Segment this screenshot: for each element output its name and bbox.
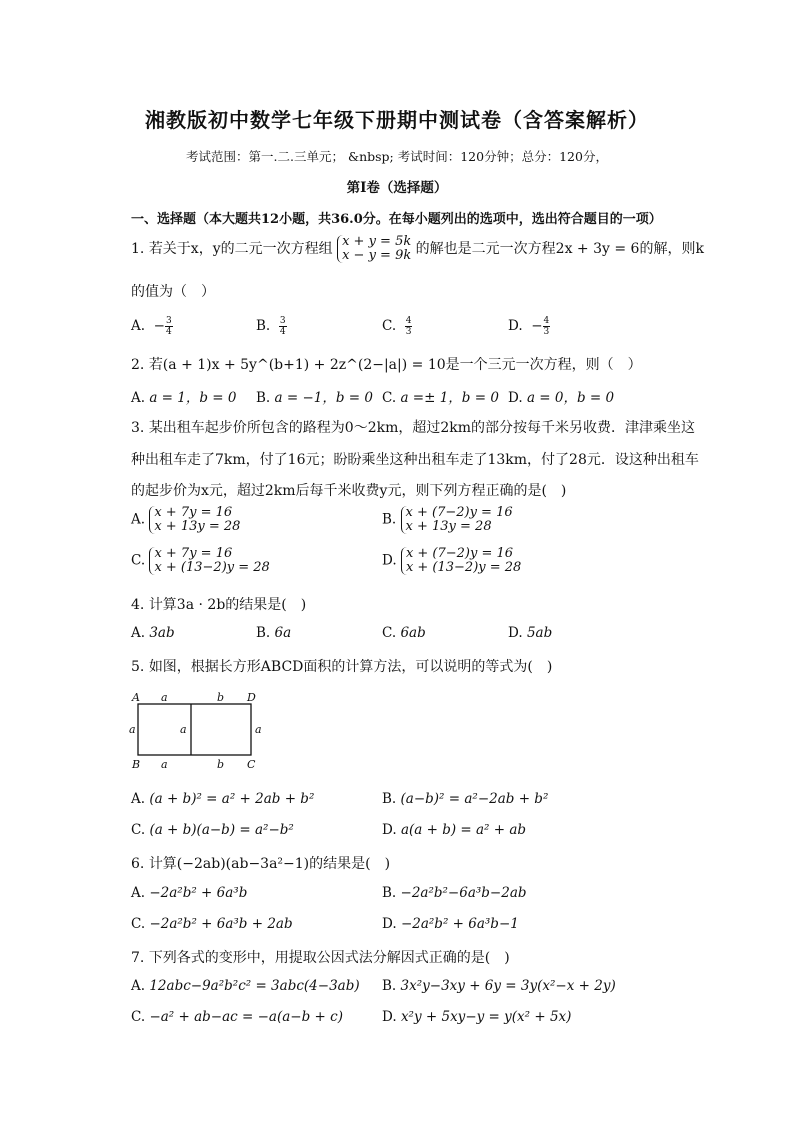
question-number: 1. (131, 241, 145, 257)
label-b-bottom: b (217, 758, 225, 771)
option-c: C. −a² + ab−ac = −a(a−b + c) (131, 1009, 343, 1025)
option-d: D. x + (7−2)y = 16 x + (13−2)y = 28 (382, 546, 522, 575)
label-a-middle: a (180, 723, 187, 736)
question-3: 3. 某出租车起步价所包含的路程为0～2km，超过2km的部分按每千米另收费．津津乘坐这 (131, 420, 696, 436)
option-b: B. (a−b)² = a²−2ab + b² (382, 791, 549, 807)
option-c: C. 6ab (382, 625, 426, 641)
label-a-bottom: a (161, 758, 168, 771)
option-d: D. −2a²b² + 6a³b−1 (382, 916, 519, 932)
option-b: B. 6a (256, 625, 292, 641)
equation-system: x + y = 5k x − y = 9k (337, 235, 411, 263)
question-1 (131, 235, 704, 263)
option-b: B. 3x²y−3xy + 6y = 3y(x²−x + 2y) (382, 978, 616, 994)
label-a-vertex: A (132, 691, 140, 704)
question-4: 4. 计算3a · 2b的结果是( ) (131, 597, 307, 613)
question-7: 7. 下列各式的变形中，用提取公因式法分解因式正确的是( ) (131, 950, 510, 966)
part-heading: 第Ⅰ卷（选择题） (346, 180, 448, 196)
question-text: 某出租车起步价所包含的路程为0～2km，超过2km的部分按每千米另收费．津津乘坐这 (148, 420, 696, 436)
question-5: 5. 如图，根据长方形ABCD面积的计算方法，可以说明的等式为( ) (131, 659, 553, 675)
rectangle-figure (125, 688, 270, 774)
question-text: 若关于x，y的二元一次方程组 (148, 241, 333, 257)
label-a-right: a (255, 723, 262, 736)
question-text: 计算(−2ab)(ab−3a²−1)的结果是( ) (148, 856, 391, 872)
question-text: 如图，根据长方形ABCD面积的计算方法，可以说明的等式为( ) (148, 659, 553, 675)
option-a: A. − $\frac{3}{4}$ (131, 316, 172, 337)
rectangle-abcd (138, 704, 251, 755)
question-text: 下列各式的变形中，用提取公因式法分解因式正确的是( ) (148, 950, 510, 966)
option-c: C. (a + b)(a−b) = a²−b² (131, 822, 294, 838)
option-a: A. (a + b)² = a² + 2ab + b² (131, 791, 315, 807)
question-2: 2. 若(a + 1)x + 5y^(b+1) + 2z^(2−|a|) = 10是一个三元一次方程，则（ ） (131, 357, 642, 373)
option-a: A. x + 7y = 16 x + 13y = 28 (131, 505, 241, 534)
page-title: 湘教版初中数学七年级下册期中测试卷（含答案解析） (145, 108, 649, 132)
question-3-line2: 种出租车走了7km，付了16元；盼盼乘坐这种出租车走了13km，付了28元．设这种出租车 (131, 452, 699, 468)
question-6: 6. 计算(−2ab)(ab−3a²−1)的结果是( ) (131, 856, 391, 872)
question-text: 若(a + 1)x + 5y^(b+1) + 2z^(2−|a|) = 10是一个三元一次方程，则（ ） (148, 357, 642, 373)
label-b-vertex: B (132, 758, 141, 771)
question-1-line2: 的值为（ ） (131, 284, 215, 300)
option-d: D. a(a + b) = a² + ab (382, 822, 527, 838)
option-a: A. −2a²b² + 6a³b (131, 885, 248, 901)
question-text: 计算3a · 2b的结果是( ) (148, 597, 307, 613)
section-heading: 一、选择题（本大题共12小题，共36.0分。在每小题列出的选项中，选出符合题目的一项） (131, 212, 662, 227)
option-c: C. −2a²b² + 6a³b + 2ab (131, 916, 293, 932)
option-d: D. 5ab (508, 625, 553, 641)
question-text: 的解也是二元一次方程2x + 3y = 6的解，则k (415, 241, 704, 257)
option-c: C. a =± 1，b = 0 (382, 390, 499, 406)
option-b: B. x + (7−2)y = 16 x + 13y = 28 (382, 505, 513, 534)
option-a: A. a = 1，b = 0 (131, 390, 237, 406)
option-a: A. 3ab (131, 625, 175, 641)
label-a-top: a (161, 691, 168, 704)
label-d-vertex: D (247, 691, 256, 704)
option-d: D. − $\frac{4}{3}$ (508, 316, 550, 337)
option-b: B. $\frac{3}{4}$ (256, 316, 286, 337)
option-c: C. x + 7y = 16 x + (13−2)y = 28 (131, 546, 270, 575)
exam-info: 考试范围：第一.二.三单元； &nbsp; 考试时间：120分钟；总分：120分， (186, 149, 608, 164)
option-d: D. a = 0，b = 0 (508, 390, 615, 406)
question-3-line3: 的起步价为x元，超过2km后每千米收费y元，则下列方程正确的是( ) (131, 483, 567, 499)
option-b: B. −2a²b²−6a³b−2ab (382, 885, 527, 901)
option-c: C. $\frac{4}{3}$ (382, 316, 412, 337)
label-b-top: b (217, 691, 225, 704)
option-a: A. 12abc−9a²b²c² = 3abc(4−3ab) (131, 978, 360, 994)
option-b: B. a = −1，b = 0 (256, 390, 373, 406)
label-c-vertex: C (247, 758, 256, 771)
option-d: D. x²y + 5xy−y = y(x² + 5x) (382, 1009, 572, 1025)
label-a-left: a (129, 723, 136, 736)
